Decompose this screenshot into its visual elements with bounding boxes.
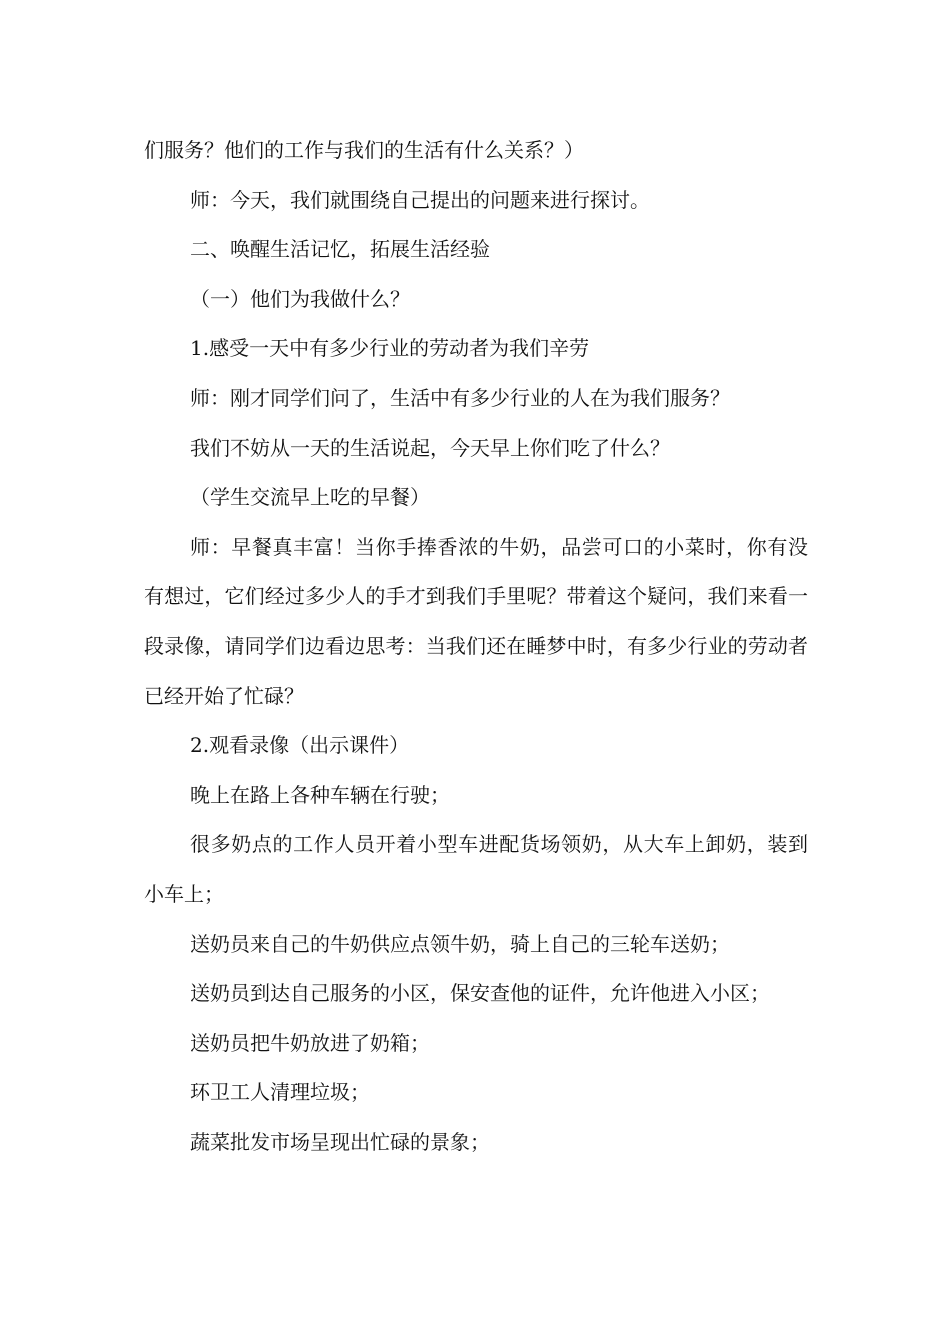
paragraph-teacher-question: 师：刚才同学们问了，生活中有多少行业的人在为我们服务？: [190, 385, 730, 410]
step-heading-2: 2.观看录像（出示课件）: [190, 733, 410, 758]
paragraph-video-vehicles: 晚上在路上各种车辆在行驶；: [190, 782, 450, 807]
paragraph-continuation: 们服务？他们的工作与我们的生活有什么关系？）: [144, 138, 584, 162]
paragraph-student-activity: （学生交流早上吃的早餐）: [190, 485, 430, 510]
paragraph-video-milk-delivery: 送奶员来自己的牛奶供应点领牛奶，骑上自己的三轮车送奶；: [190, 931, 730, 956]
paragraph-video-milk-depot: 很多奶点的工作人员开着小型车进配货场领奶，从大车上卸奶，装到小车上；: [144, 832, 808, 906]
paragraph-teacher-intro: 师：今天，我们就围绕自己提出的问题来进行探讨。: [190, 187, 650, 212]
document-body: [144, 126, 808, 1167]
paragraph-video-security: 送奶员到达自己服务的小区，保安查他的证件，允许他进入小区；: [190, 981, 770, 1006]
paragraph-breakfast-question: 我们不妨从一天的生活说起，今天早上你们吃了什么？: [190, 435, 670, 460]
paragraph-video-milk-box: 送奶员把牛奶放进了奶箱；: [190, 1030, 430, 1055]
paragraph-video-sanitation: 环卫工人清理垃圾；: [190, 1080, 370, 1105]
section-heading: 二、唤醒生活记忆，拓展生活经验: [190, 237, 490, 262]
paragraph-video-market: 蔬菜批发市场呈现出忙碌的景象；: [190, 1129, 490, 1154]
paragraph-teacher-breakfast: 师：早餐真丰富！当你手捧香浓的牛奶，品尝可口的小菜时，你有没有想过，它们经过多少人的手才到我们手里呢？带着这个疑问，我们来看一段录像，请同学们边看边思考：当我们还在睡梦中时，有多少行业的劳动者已经开始了忙碌？: [144, 534, 808, 708]
subsection-heading: （一）他们为我做什么？: [190, 286, 410, 311]
step-heading-1: 1.感受一天中有多少行业的劳动者为我们辛劳: [190, 336, 590, 361]
